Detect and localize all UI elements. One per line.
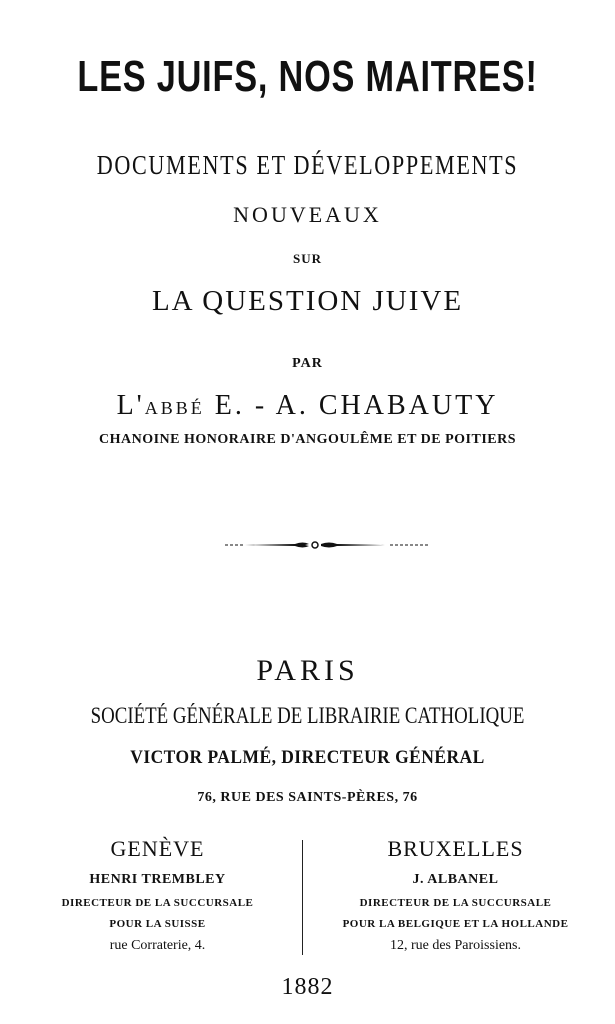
branch-city: BRUXELLES (387, 836, 524, 861)
branch-role-line-2: POUR LA BELGIQUE ET LA HOLLANDE (342, 918, 569, 930)
par-word: PAR (292, 356, 323, 371)
branch-geneve (20, 836, 295, 954)
book-title: LES JUIFS, NOS MAITRES! (77, 52, 538, 101)
author-title: CHANOINE HONORAIRE D'ANGOULÊME ET DE POITIERS (98, 432, 517, 447)
publication-year: 1882 (281, 974, 334, 1000)
author-prefix: L' (116, 390, 145, 421)
branch-address: rue Corraterie, 4. (109, 938, 206, 953)
publisher-name: SOCIÉTÉ GÉNÉRALE DE LIBRAIRIE CATHOLIQUE (90, 703, 525, 728)
branch-role-line-1: DIRECTEUR DE LA SUCCURSALE (359, 897, 552, 909)
sur-word: SUR (292, 251, 322, 266)
branch-city: GENÈVE (110, 836, 205, 861)
branch-role-line-2: POUR LA SUISSE (109, 918, 206, 930)
column-divider (302, 840, 303, 955)
author-name (0, 390, 615, 422)
branch-role-line-1: DIRECTEUR DE LA SUCCURSALE (61, 897, 254, 909)
publisher-director: VICTOR PALMÉ, DIRECTEUR GÉNÉRAL (130, 747, 485, 768)
subtitle-line-1: DOCUMENTS ET DÉVELOPPEMENTS (96, 150, 519, 180)
author-abbe: ABBÉ (144, 398, 205, 418)
branch-bruxelles (308, 836, 603, 954)
branch-director-name: HENRI TREMBLEY (89, 872, 226, 887)
publisher-address: 76, RUE DES SAINTS-PÈRES, 76 (197, 790, 418, 805)
ornament-divider-icon (225, 537, 430, 553)
subtitle-line-2: NOUVEAUX (233, 202, 382, 227)
question-title: LA QUESTION JUIVE (151, 285, 464, 317)
branch-address: 12, rue des Paroissiens. (389, 938, 522, 953)
branch-director-name: J. ALBANEL (412, 872, 499, 887)
author-initials-surname: E. - A. CHABAUTY (214, 390, 499, 421)
publication-city: PARIS (256, 654, 359, 687)
